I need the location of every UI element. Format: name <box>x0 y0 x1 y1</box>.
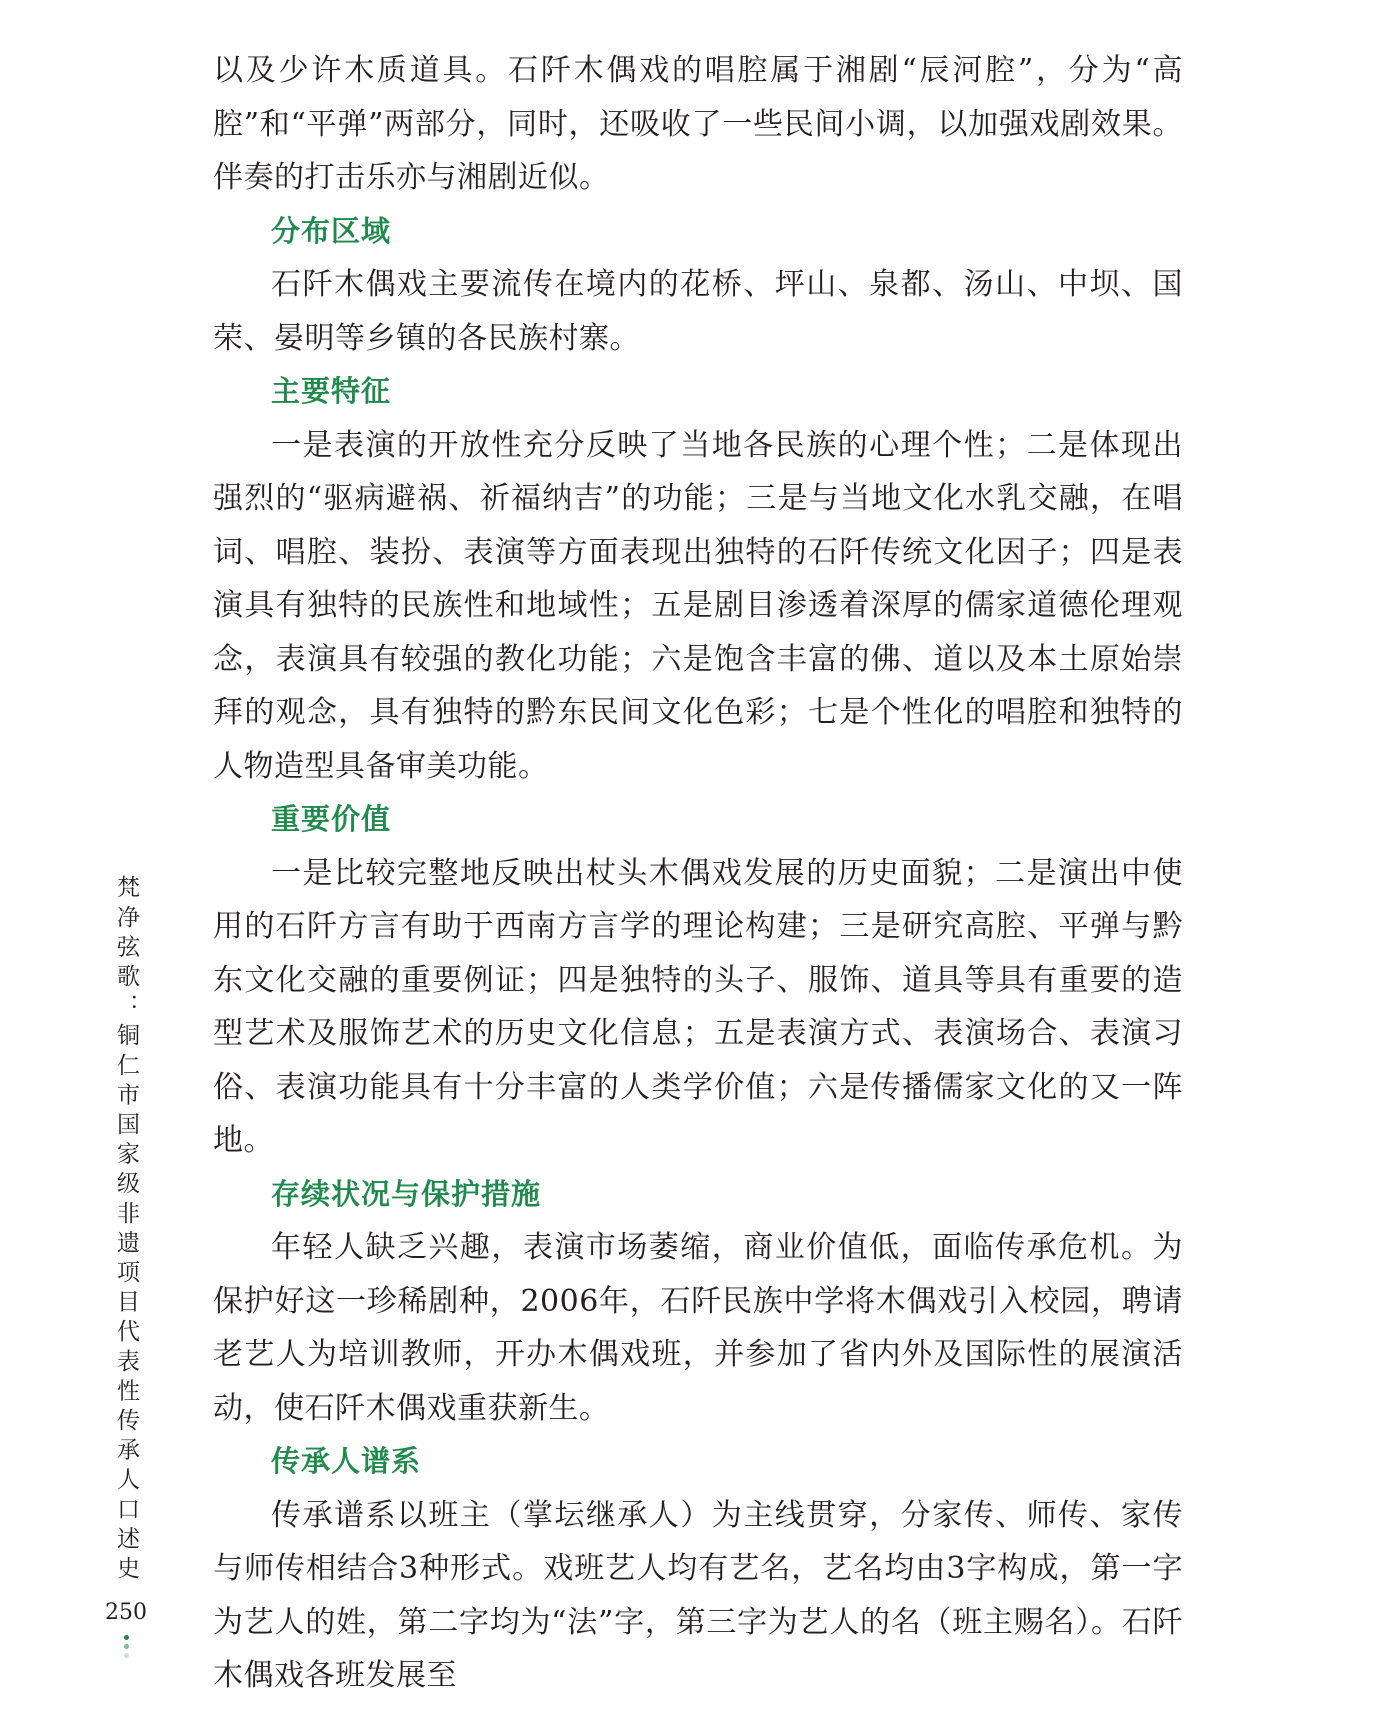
paragraph-distribution: 石阡木偶戏主要流传在境内的花桥、坪山、泉都、汤山、中坝、国荣、晏明等乡镇的各民族村寨。 <box>213 267 1183 356</box>
heading-status: 存续状况与保护措施 <box>271 1176 542 1211</box>
page-number: 250 <box>105 1600 147 1626</box>
decorative-dots <box>124 1633 129 1660</box>
paragraph-value: 一是比较完整地反映出杖头木偶戏发展的历史面貌；二是演出中使用的石阡方言有助于西南方言学的理论构建；三是研究高腔、平弹与黔东文化交融的重要例证；四是独特的头子、服饰、道具等具有重要的造型艺术及服饰艺术的历史文化信息；五是表演方式、表演场合、表演习俗、表演功能具有十分丰富的人类学价值；六是传播儒家文化的又一阵地。 <box>213 855 1183 1158</box>
page-body <box>213 44 1183 1703</box>
heading-features: 主要特征 <box>271 374 392 408</box>
heading-value: 重要价值 <box>271 802 392 836</box>
page-sidebar <box>104 875 148 1660</box>
dot-icon <box>124 1644 129 1649</box>
running-book-title: 梵净弦歌：铜仁市国家级非遗项目代表性传承人口述史 <box>113 875 139 1586</box>
paragraph-intro: 以及少许木质道具。石阡木偶戏的唱腔属于湘剧“辰河腔”，分为“高腔”和“平弹”两部分，同时，还吸收了一些民间小调，以加强戏剧效果。伴奏的打击乐亦与湘剧近似。 <box>213 53 1183 195</box>
paragraph-lineage: 传承谱系以班主（掌坛继承人）为主线贯穿，分家传、师传、家传与师传相结合3种形式。戏班艺人均有艺名，艺名均由3字构成，第一字为艺人的姓，第二字均为“法”字，第三字为艺人的名（班主赐名）。石阡木偶戏各班发展至 <box>213 1497 1183 1693</box>
paragraph-features: 一是表演的开放性充分反映了当地各民族的心理个性；二是体现出强烈的“驱病避祸、祈福纳吉”的功能；三是与当地文化水乳交融，在唱词、唱腔、装扮、表演等方面表现出独特的石阡传统文化因子；四是表演具有独特的民族性和地域性；五是剧目渗透着深厚的儒家道德伦理观念，表演具有较强的教化功能；六是饱含丰富的佛、道以及本土原始崇拜的观念，具有独特的黔东民间文化色彩；七是个性化的唱腔和独特的人物造型具备审美功能。 <box>213 427 1183 784</box>
paragraph-status: 年轻人缺乏兴趣，表演市场萎缩，商业价值低，面临传承危机。为保护好这一珍稀剧种，2006年，石阡民族中学将木偶戏引入校园，聘请老艺人为培训教师，开办木偶戏班，并参加了省内外及国际性的展演活动，使石阡木偶戏重获新生。 <box>213 1230 1183 1426</box>
dot-icon <box>124 1653 129 1658</box>
dot-icon <box>124 1635 129 1640</box>
heading-lineage: 传承人谱系 <box>271 1444 422 1478</box>
heading-distribution: 分布区域 <box>271 213 392 248</box>
